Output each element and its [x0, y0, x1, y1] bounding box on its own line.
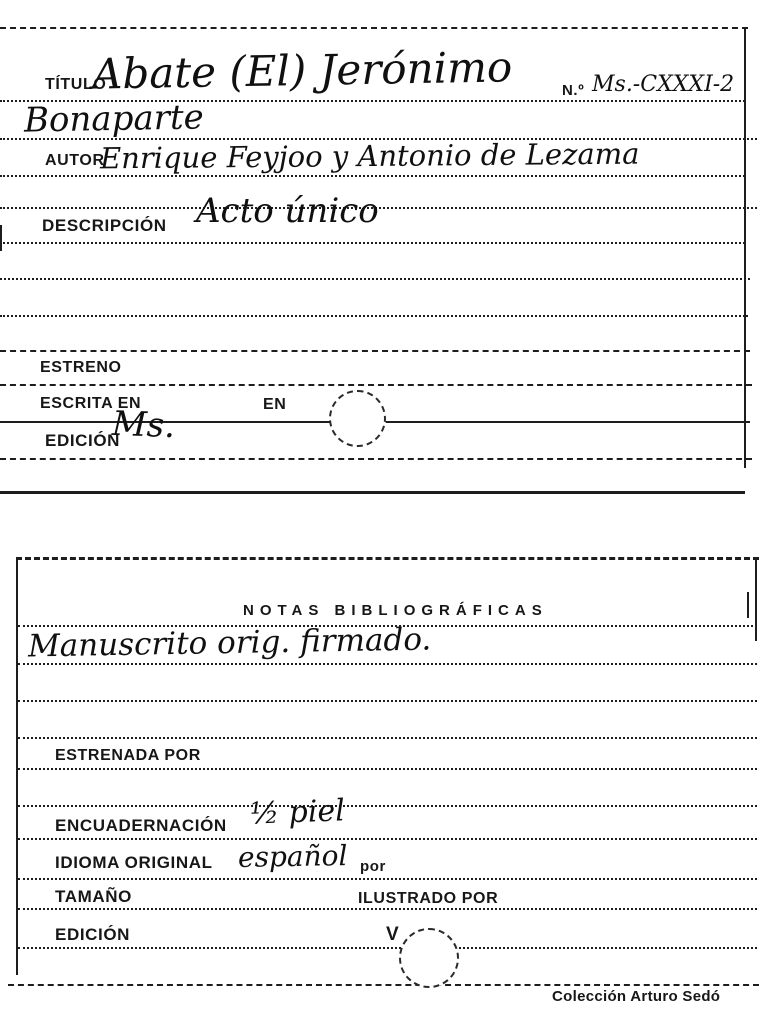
descripcion-value: Acto único — [196, 191, 379, 231]
rule-line — [0, 175, 745, 177]
numero-value: Ms.-CXXXI-2 — [592, 72, 735, 97]
encuadernacion-value: ½ piel — [249, 793, 346, 832]
rule-line — [0, 384, 752, 386]
rule-line — [18, 737, 757, 739]
rule-line — [18, 878, 757, 880]
heading-right-mark — [747, 592, 749, 618]
rule-line — [18, 908, 757, 910]
estrenada-por-label: ESTRENADA POR — [55, 747, 201, 764]
rule-line — [0, 315, 748, 317]
rule-line — [18, 947, 757, 949]
edicion-partial-value: V — [386, 924, 400, 945]
numero-label: N.º — [562, 82, 585, 99]
coleccion-label: Colección Arturo Sedó — [552, 988, 721, 1005]
rule-line — [0, 458, 752, 460]
notas-value: Manuscrito orig. firmado. — [27, 621, 432, 665]
rule-line — [0, 350, 750, 352]
card1-left-edge-mark — [0, 225, 2, 251]
catalog-card-top — [0, 0, 759, 493]
rule-line — [0, 242, 745, 244]
card2-top-border — [16, 557, 759, 560]
rule-line — [18, 838, 757, 840]
card1-top-border — [0, 27, 748, 29]
rule-line — [18, 768, 757, 770]
notas-bibliograficas-heading: NOTAS BIBLIOGRÁFICAS — [243, 602, 548, 619]
hole-punch-mark — [329, 390, 386, 447]
card2-left-border — [16, 557, 18, 975]
card1-bottom-border — [0, 491, 745, 494]
titulo-label: TÍTULO — [45, 76, 107, 93]
card1-right-border — [744, 27, 746, 468]
idioma-original-label: IDIOMA ORIGINAL — [55, 853, 213, 872]
autor-value: Enrique Feyjoo y Antonio de Lezama — [99, 136, 640, 176]
titulo-value: Abate (El) Jerónimo — [91, 42, 513, 99]
titulo-value-line2: Bonaparte — [23, 97, 205, 141]
catalog-card-bottom — [0, 540, 759, 1028]
estreno-label: ESTRENO — [40, 359, 122, 376]
en-label: EN — [263, 396, 287, 413]
por-label: por — [360, 858, 386, 875]
rule-line — [18, 805, 757, 807]
ilustrado-por-label: ILUSTRADO POR — [358, 890, 499, 907]
descripcion-label: DESCRIPCIÓN — [42, 216, 167, 235]
escrita-en-label: ESCRITA EN — [40, 395, 142, 412]
edicion-label: EDICIÓN — [55, 925, 131, 944]
edicion-value: Ms. — [111, 403, 176, 447]
rule-line — [18, 663, 757, 665]
card2-right-border — [755, 559, 757, 641]
hole-punch-mark — [399, 928, 459, 988]
autor-label: AUTOR — [45, 152, 105, 169]
encuadernacion-label: ENCUADERNACIÓN — [55, 816, 227, 835]
rule-line — [18, 700, 757, 702]
edicion-label: EDICIÓN — [45, 431, 121, 450]
idioma-original-value: español — [237, 839, 348, 874]
rule-line — [0, 278, 750, 280]
card2-bottom-border — [8, 984, 759, 986]
tamano-label: TAMAÑO — [55, 887, 132, 906]
